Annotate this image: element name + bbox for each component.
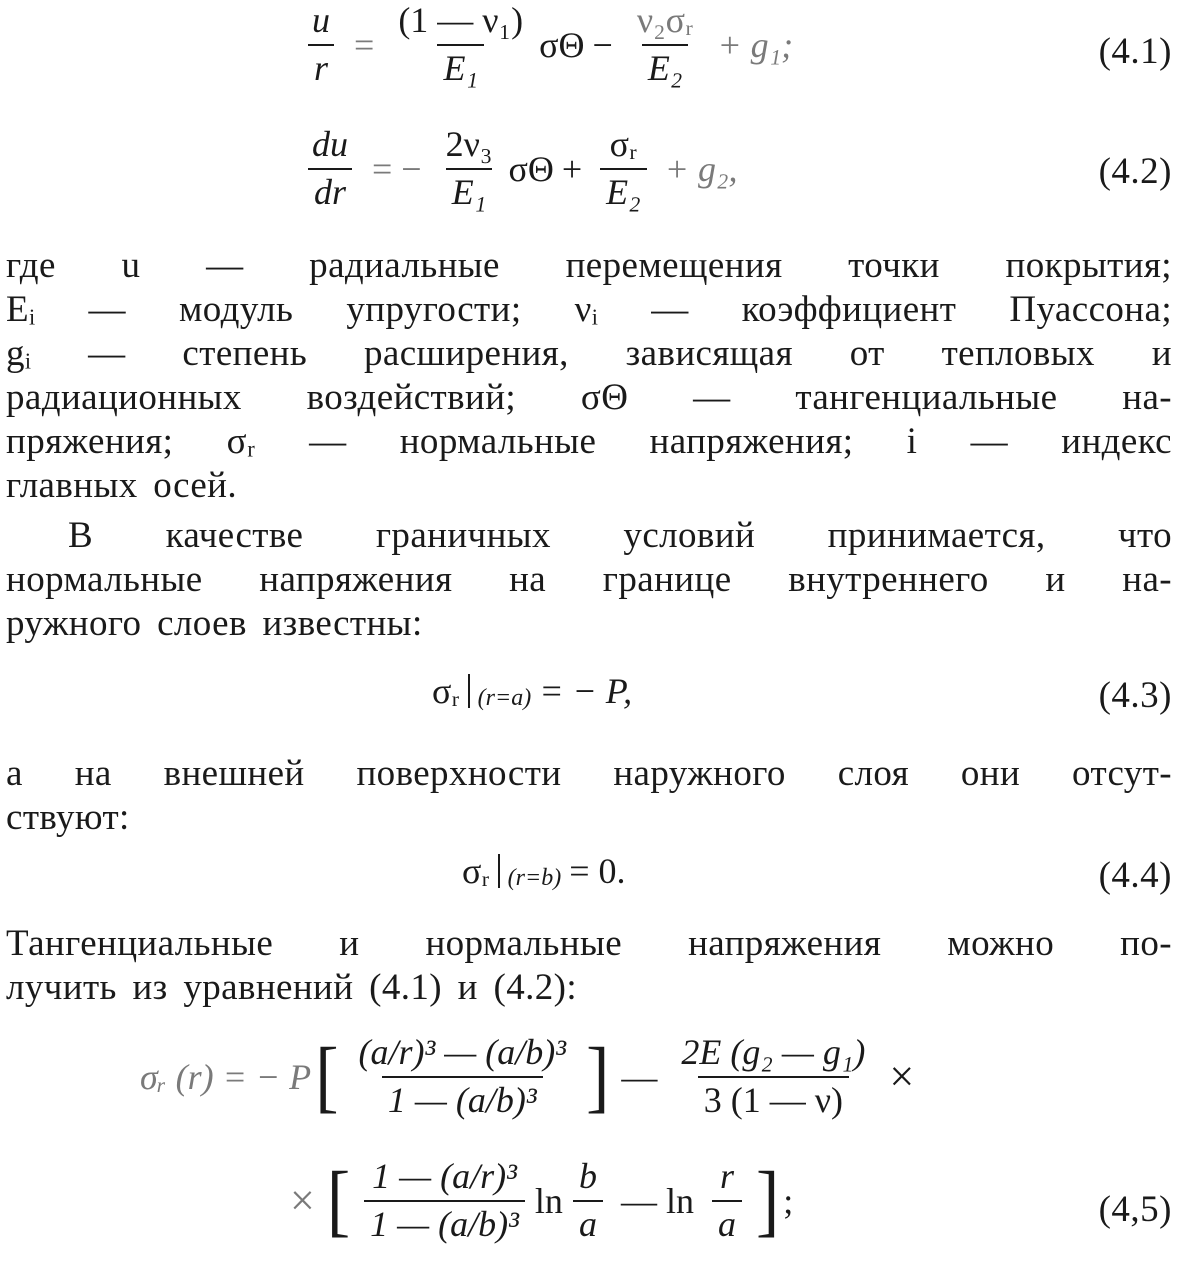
fraction-2nu3-over-e1: $\frac{\text{2ν₃}}{\text{E₁}}$ xyxy=(445,124,493,212)
fraction-sigma-r-over-e2: $\frac{\text{σᵣ}}{\text{E₂}}$ xyxy=(600,126,647,212)
paragraph-stresses: Тангенциальные и нормальные напряжения можно по- лучить из уравнений (4.1) и (4.2): xyxy=(6,923,1172,1008)
left-bracket: [ xyxy=(315,1031,339,1121)
equation-number: (4.2) xyxy=(1098,151,1172,192)
right-bracket: ] xyxy=(755,1155,780,1245)
paragraph-definitions: где u — радиальные перемещения точки покрытия; Eᵢ — модуль упругости; νᵢ — коэффициент Пуассона; gᵢ — степень расширения, зависящая от тепловых и радиационных воздействий; σΘ — тангенциальные на- пряжения; σᵣ — нормальные напряжения; i — индекс главных осей. xyxy=(6,245,1172,506)
equation-number: (4.1) xyxy=(1098,31,1172,72)
paragraph-outer-surface: а на внешней поверхности наружного слоя они отсут- ствуют: xyxy=(6,753,1172,838)
fraction-2e-g: $\frac{\text{2E (g₂ — g₁)}}{3 (1 — \nu)}$ xyxy=(681,1032,866,1120)
equation-number: (4.4) xyxy=(1098,855,1172,896)
fraction-nu2-sigma-over-e2: $\frac{\text{ν₂σᵣ}}{\text{E₂}}$ xyxy=(636,0,694,88)
fraction-one-minus-cubes: $\frac{\text{1 — (a/r)³}}{\text{1 — (a/b)³}}$ xyxy=(364,1158,525,1244)
fraction-r-over-a: $\frac{r}{a}$ xyxy=(712,1158,742,1244)
equation-4-5-line-1: σᵣ (r) = − P [ $\frac{\text{(a/r)³ — (a/b)³}}{\text{1 — (a/b)³}}$ ] — $\frac{\text{2E (g₂ — g₁)}}{3 (1 — \nu)}$ × xyxy=(140,1031,915,1121)
fraction-du-over-dr: $\frac{du}{dr}$ xyxy=(306,126,354,212)
equation-4-2: $\frac{du}{dr}$ = − $\frac{\text{2ν₃}}{\text{E₁}}$ σΘ + $\frac{\text{σᵣ}}{\text{E₂}}$ + g₂, (4.2) xyxy=(0,122,1178,222)
equation-4-5-line-2: × [ $\frac{\text{1 — (a/r)³}}{\text{1 — (a/b)³}}$ ln $\frac{b}{a}$ — ln $\frac{r}{a}$ ] ; (4,5) xyxy=(290,1155,1172,1245)
paragraph-boundary-conditions: В качестве граничных условий принимается, что нормальные напряжения на границе внутреннего и на- ружного слоев известны: xyxy=(6,515,1172,644)
equation-4-3: σᵣ (r=a) = − P, (4.3) xyxy=(432,671,1172,716)
equation-number: (4.3) xyxy=(1098,675,1172,716)
evaluation-bar xyxy=(498,854,500,888)
right-bracket: ] xyxy=(586,1031,610,1121)
equation-4-4: σᵣ (r=b) = 0. (4.4) xyxy=(462,851,1172,896)
fraction-nu1-over-e1: $\frac{\text{(1 — ν₁)}}{\text{E₁}}$ xyxy=(398,0,524,88)
left-bracket: [ xyxy=(326,1155,351,1245)
equation-4-1: $\frac{u}{r}$ = $\frac{\text{(1 — ν₁)}}{\text{E₁}}$ σΘ − $\frac{\text{ν₂σᵣ}}{\text{E₂}}$ + g₁; (4.1) xyxy=(0,0,1178,100)
fraction-ratio-cubes: $\frac{\text{(a/r)³ — (a/b)³}}{\text{1 — (a/b)³}}$ xyxy=(358,1032,567,1120)
evaluation-bar xyxy=(468,674,470,708)
fraction-b-over-a: $\frac{b}{a}$ xyxy=(573,1158,603,1244)
fraction-u-over-r: $\frac{u}{r}$ xyxy=(306,2,336,88)
equation-number: (4,5) xyxy=(1098,1189,1172,1230)
